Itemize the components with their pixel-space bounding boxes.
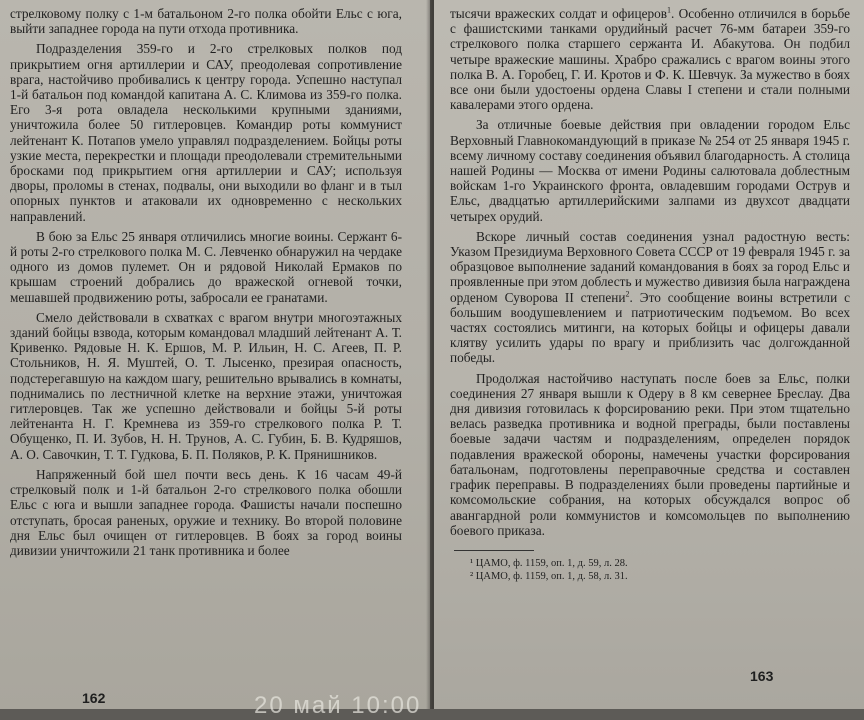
paragraph: Смело действовали в схватках с врагом внутри многоэтажных зданий бойцы взвода, которым командовал младший лейтенант А. Т. Кривенко. Рядовые Н. К. Ершов, М. Р. Ильин, Н. С. Агеев, П. Р. Стольников, Н. Я. Муштей, О. Т. Лысенко, презирая опасность, подстерегавшую на каждом шагу, решительно врывались в комнаты, поднимались по лестничной клетке на верхние этажи, уничтожая гитлеровцев. Так же успешно действовали и бойцы 5-й роты лейтенанта Н. Г. Кремнева из 359-го стрелкового полка Р. Т. Обущенко, П. И. Зубов, Н. Н. Трунов, А. С. Губин, Б. В. Кудряшов, А. О. Савочкин, Т. Т. Гудкова, Б. П. Поляков, Р. К. Прянишников. bbox=[10, 309, 402, 462]
left-page bbox=[0, 0, 430, 709]
footnote: ² ЦАМО, ф. 1159, оп. 1, д. 58, л. 31. bbox=[470, 570, 628, 582]
page-number-left: 162 bbox=[82, 690, 106, 706]
footnote: ¹ ЦАМО, ф. 1159, оп. 1, д. 59, л. 28. bbox=[470, 557, 628, 569]
photo-timestamp: 20 май 10:00 bbox=[254, 692, 422, 719]
paragraph bbox=[450, 6, 850, 112]
paragraph: В бою за Ельс 25 января отличились многие воины. Сержант 6-й роты 2-го стрелкового полка М. С. Левченко обнаружил на чердаке одного из домов пулемет. Он и рядовой Николай Ермаков по крышам строений добрались до вражеской огневой точки, мешавшей продвижению роты, забросали ее гранатами. bbox=[10, 228, 402, 305]
paragraph: За отличные боевые действия при овладении городом Ельс Верховный Главнокомандующий в приказе № 254 от 25 января 1945 г. всему личному составу соединения объявил благодарность. А столица нашей Родины — Москва от имени Родины салютовала доблестным войскам 1-го Украинского фронта, овладевшим городами Острув и Ельс, двадцатью артиллерийскими залпами из двухсот двадцати четырех орудий. bbox=[450, 117, 850, 224]
footnote-ref: 1 bbox=[667, 5, 672, 15]
paragraph-text: тысячи вражеских солдат и офицеров bbox=[450, 6, 668, 21]
paragraph-text: Вскоре личный состав соединения узнал радостную весть: Указом Президиума Верховного Совета СССР от 19 февраля 1945 г. за образцовое выполнение заданий командования в боях за город Ельс и проявленные при этом доблесть и мужество дивизия была награждена орденом Суворова II степени bbox=[450, 228, 850, 305]
paragraph-text: . Особенно отличился в борьбе с фашистскими танками орудийный расчет 76-мм батареи 359-го стрелкового полка старшего сержанта И. Абакутова. Он подбил четыре вражеские машины. Храбро сражались с врагом воины этого полка В. А. Горобец, Г. И. Кротов и Ф. К. Шевчук. За мужество в боях все они были удостоены ордена Славы I степени и стали полными кавалерами этого ордена. bbox=[450, 6, 850, 113]
paragraph: Подразделения 359-го и 2-го стрелковых полков под прикрытием огня артиллерии и САУ, преодолевая сопротивление врага, настойчиво пробивались к центру города. Успешно наступал 1-й батальон под командой капитана А. С. Климова из 359-го полка. Его 3-я рота овладела несколькими крупными зданиями, уничтожила более 50 гитлеровцев. Командир роты коммунист лейтенант К. Потапов умело управлял подразделением. Бойцы роты узкие места, перекрестки и площади преодолевали стремительными бросками под прикрытием огня артиллерии и САУ; используя дворы, проломы в стенах, подвалы, они выходили во фланг и в тыл опорных пунктов и атаковали их одновременно с нескольких направлений. bbox=[10, 41, 402, 224]
right-page-text bbox=[450, 6, 850, 583]
paragraph: Продолжая настойчиво наступать после боев за Ельс, полки соединения 27 января вышли к Одеру в 8 км севернее Бреслау. Два дня дивизия готовилась к форсированию реки. При этом тщательно велась разведка противника и водной преграды, были поставлены боевые задачи частям и подразделениям, определен порядок подавления вражеской обороны, намечены участки форсирования батальонам, подготовлены переправочные средства и составлен график переправы. В подразделениях были проведены партийные и комсомольские собрания, на которых обсуждался вопрос об авангардной роли коммунистов и комсомольцев по выполнению боевого приказа. bbox=[450, 370, 850, 538]
paragraph bbox=[450, 229, 850, 366]
footnote-divider bbox=[454, 550, 534, 551]
paragraph: стрелковому полку с 1-м батальоном 2-го полка обойти Ельс с юга, выйти западнее города на пути отхода противника. bbox=[10, 6, 402, 37]
right-page bbox=[434, 0, 864, 709]
page-number-right: 163 bbox=[750, 668, 774, 684]
left-page-text bbox=[10, 6, 402, 558]
paragraph-text: . Это сообщение воины встретили с большим воодушевлением и патриотическим подъемом. Во всех частях состоялись митинги, на которых бойцы и офицеры давали клятву усилить удары по врагу и приблизить час долгожданной победы. bbox=[450, 289, 851, 366]
paragraph: Напряженный бой шел почти весь день. К 16 часам 49-й стрелковый полк и 1-й батальон 2-го стрелкового полка обошли Ельс с юга и вышли западнее города. Фашисты начали поспешно отступать, бросая раненых, оружие и технику. Во второй половине дня Ельс был очищен от гитлеровцев. В боях за город воины дивизии уничтожили 21 танк противника и более bbox=[10, 466, 402, 558]
footnote-ref: 2 bbox=[625, 289, 630, 299]
